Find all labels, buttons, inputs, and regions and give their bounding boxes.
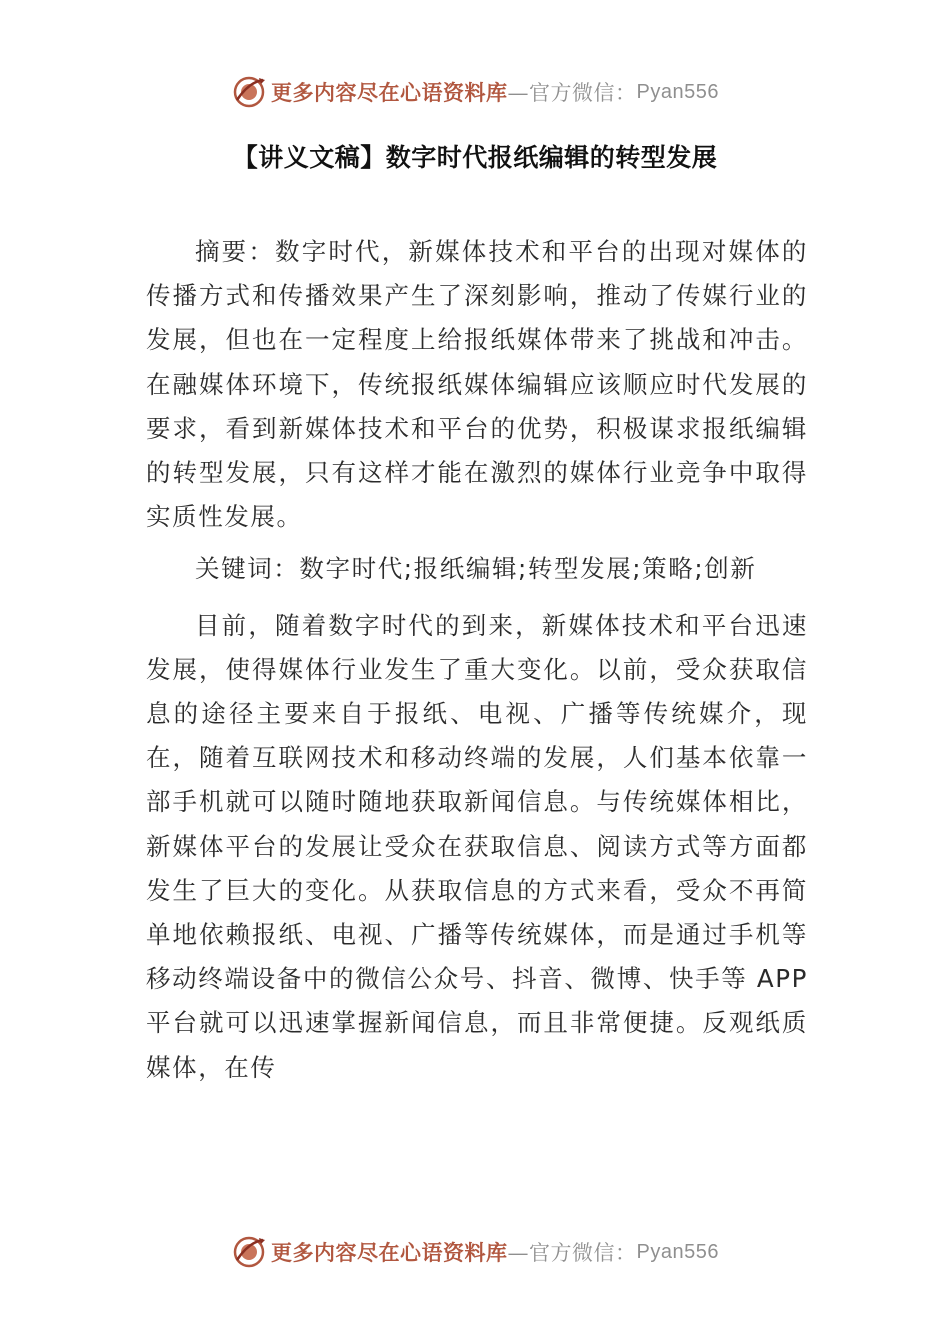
brand-logo-icon bbox=[231, 74, 267, 110]
footer-banner bbox=[0, 1232, 950, 1272]
footer-wechat-label: —官方微信： bbox=[507, 1241, 637, 1265]
header-wechat-label: —官方微信： bbox=[507, 81, 637, 105]
header-promo-text: 更多内容尽在心语资料库 bbox=[271, 80, 508, 105]
keywords-paragraph: 关键词：数字时代;报纸编辑;转型发展;策略;创新 bbox=[195, 554, 757, 584]
page-title: 【讲义文稿】数字时代报纸编辑的转型发展 bbox=[232, 143, 718, 172]
footer-promo-text: 更多内容尽在心语资料库 bbox=[271, 1240, 508, 1265]
header-wechat-id: Pyan556 bbox=[636, 80, 719, 103]
brand-logo-icon bbox=[231, 1234, 267, 1270]
abstract-paragraph: 摘要：数字时代，新媒体技术和平台的出现对媒体的传播方式和传播效果产生了深刻影响，推动了传媒行业的发展，但也在一定程度上给报纸媒体带来了挑战和冲击。在融媒体环境下，传统报纸媒体编辑应该顺应时代发展的要求，看到新媒体技术和平台的优势，积极谋求报纸编辑的转型发展，只有这样才能在激烈的媒体行业竞争中取得实质性发展。 bbox=[146, 237, 808, 532]
header-banner bbox=[0, 72, 950, 112]
document-body bbox=[146, 230, 808, 1098]
body-paragraph: 目前，随着数字时代的到来，新媒体技术和平台迅速发展，使得媒体行业发生了重大变化。以前，受众获取信息的途径主要来自于报纸、电视、广播等传统媒介，现在，随着互联网技术和移动终端的发展，人们基本依靠一部手机就可以随时随地获取新闻信息。与传统媒体相比，新媒体平台的发展让受众在获取信息、阅读方式等方面都发生了巨大的变化。从获取信息的方式来看，受众不再简单地依赖报纸、电视、广播等传统媒体，而是通过手机等移动终端设备中的微信公众号、抖音、微博、快手等 APP 平台就可以迅速掌握新闻信息，而且非常便捷。反观纸质媒体，在传 bbox=[146, 610, 808, 1082]
footer-wechat-id: Pyan556 bbox=[636, 1240, 719, 1263]
